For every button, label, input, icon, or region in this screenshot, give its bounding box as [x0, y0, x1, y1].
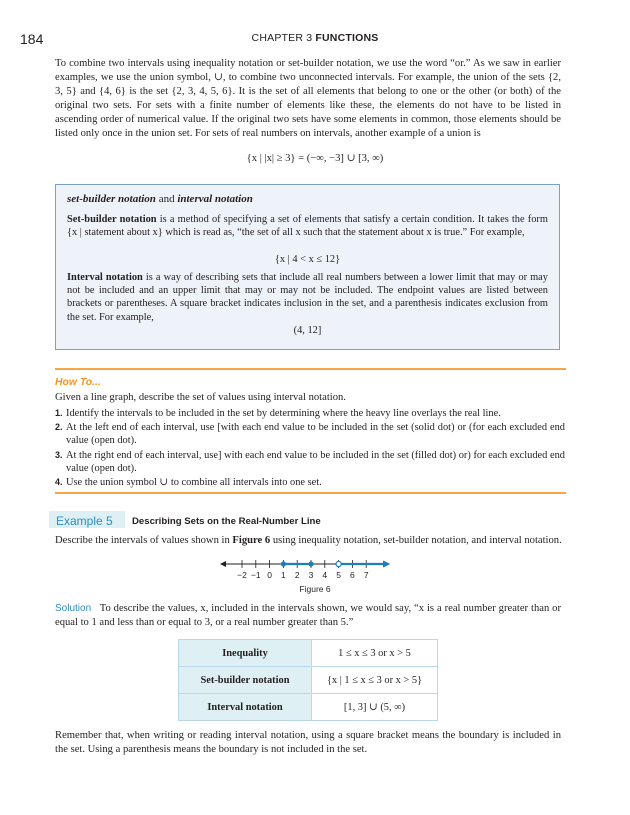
table-row-label: Inequality — [179, 640, 312, 667]
howto-steps — [55, 407, 565, 489]
union-equation: {x | |x| ≥ 3} = (−∞, −3] ∪ [3, ∞) — [246, 153, 384, 164]
setbuilder-definition: Set-builder notation is a method of specifying a set of elements that satisfy a certain condition. It takes the form {x | statement about x} which is read as, “the set of all x such that the statement about x is true.” For example, — [67, 214, 548, 239]
interval-example: (4, 12] — [293, 325, 322, 336]
left-arrow-icon — [220, 561, 226, 567]
tick-label: 4 — [322, 570, 328, 580]
intro-paragraph: To combine two intervals using inequality notation or set-builder notation, we use the word “or.” As we saw in earlier examples, we use the union symbol, ∪, to combine two unconnected intervals. For example, the union of the sets {2, 3, 5} and {4, 6} is the set {2, 3, 4, 5, 6}. It is the set of all elements that belong to one or the other (or both) of the original two sets. For sets with a finite number of elements like these, the elements do not have to be listed in ascending order of numerical value. If the original two sets have some elements in common, those elements should be listed only once in the union set. For sets of real numbers on intervals, another example of a union is — [55, 58, 561, 139]
tick-label: 7 — [363, 570, 369, 580]
tick-label: −1 — [250, 570, 261, 580]
howto-title: How To... — [55, 377, 101, 388]
number-line — [220, 553, 400, 581]
example-title: Describing Sets on the Real-Number Line — [132, 516, 321, 527]
howto-step: 1. Identify the intervals to be included in the set by determining where the heavy line overlays the real line. — [55, 408, 501, 419]
howto-step: 4. Use the union symbol ∪ to combine all intervals into one set. — [55, 477, 322, 489]
table-row-value: [1, 3] ∪ (5, ∞) — [312, 694, 438, 721]
tick-label: −2 — [237, 570, 247, 580]
setbuilder-term: Set-builder notation — [67, 214, 157, 225]
interval-term: Interval notation — [67, 272, 143, 283]
howto-top-rule — [55, 368, 566, 370]
table-row-label: Interval notation — [179, 694, 312, 721]
closed-dot-end — [308, 561, 313, 566]
solution-table — [178, 639, 438, 721]
figure-caption: Figure 6 — [299, 584, 331, 594]
tick-label: 0 — [267, 570, 272, 580]
table-row — [179, 640, 438, 667]
tick-label: 3 — [308, 570, 314, 580]
chapter-title: FUNCTIONS — [315, 32, 379, 44]
definition-title: set-builder notation and interval notation — [67, 193, 253, 205]
interval-definition: Interval notation is a way of describing sets that include all real numbers between a lower limit that may or may not be included and an upper limit that may or may not be included. The endpoint values are listed between brackets or parentheses. A square bracket indicates inclusion in the set, and a parenthesis indicates exclusion from the set. For example, — [67, 272, 548, 323]
page-number: 184 — [20, 31, 44, 47]
solution-paragraph: Solution To describe the values, x, included in the intervals shown, we would say, “x is a real number greater than or equal to 1 and less than or equal to 3, or a real number greater than 5.” — [55, 603, 561, 628]
tick-label: 5 — [336, 570, 341, 580]
definition-box — [55, 184, 560, 350]
howto-step: 3. At the right end of each interval, use] with each end value to be included in the set (filled dot) or) for each excluded end value (open dot). — [55, 449, 565, 474]
setbuilder-example: {x | 4 < x ≤ 12} — [274, 254, 341, 265]
ray-arrow-icon — [383, 561, 390, 568]
table-row-label: Set-builder notation — [179, 667, 312, 694]
howto-prompt: Given a line graph, describe the set of values using interval notation. — [55, 392, 346, 403]
running-header — [0, 32, 630, 44]
example-prompt: Describe the intervals of values shown in Figure 6 using inequality notation, set-builder notation, and interval notation. — [55, 535, 562, 546]
table-row — [179, 667, 438, 694]
table-row-value: {x | 1 ≤ x ≤ 3 or x > 5} — [312, 667, 438, 694]
closed-dot-start — [281, 561, 286, 566]
chapter-label: CHAPTER 3 — [251, 32, 313, 44]
example-label: Example 5 — [56, 514, 113, 528]
tick-label: 6 — [350, 570, 355, 580]
tick-label: 1 — [281, 570, 286, 580]
closing-paragraph: Remember that, when writing or reading interval notation, using a square bracket means the boundary is included in the set. Using a parenthesis means the boundary is not included in the set. — [55, 730, 561, 755]
open-dot — [336, 561, 341, 566]
tick-label: 2 — [294, 570, 300, 580]
howto-bottom-rule — [55, 492, 566, 494]
table-row — [179, 694, 438, 721]
solution-label: Solution — [55, 603, 92, 614]
table-row-value: 1 ≤ x ≤ 3 or x > 5 — [312, 640, 438, 667]
howto-step: 2. At the left end of each interval, use [with each end value to be included in the set (solid dot) or (for each excluded end value (open dot). — [55, 422, 565, 447]
